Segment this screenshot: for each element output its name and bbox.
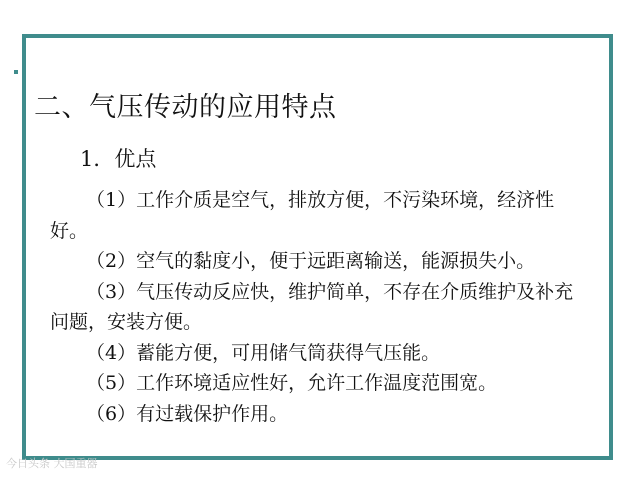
advantages-list	[50, 185, 590, 429]
list-item: （5）工作环境适应性好，允许工作温度范围宽。	[86, 372, 498, 394]
list-item: （2）空气的黏度小，便于远距离输送，能源损失小。	[86, 250, 536, 272]
watermark: 今日头条 大国重器	[6, 457, 98, 470]
section-subheading: 1．优点	[80, 147, 157, 171]
list-item: （1）工作介质是空气，排放方便，不污染环境，经济性好。	[50, 189, 555, 242]
edge-mark	[14, 70, 18, 74]
list-item: （4）蓄能方便，可用储气筒获得气压能。	[86, 341, 441, 364]
slide-heading: 二、气压传动的应用特点	[34, 92, 337, 123]
list-item: （3）气压传动反应快，维护简单，不存在介质维护及补充问题，安装方便。	[50, 280, 574, 333]
list-item: （6）有过载保护作用。	[86, 402, 289, 425]
